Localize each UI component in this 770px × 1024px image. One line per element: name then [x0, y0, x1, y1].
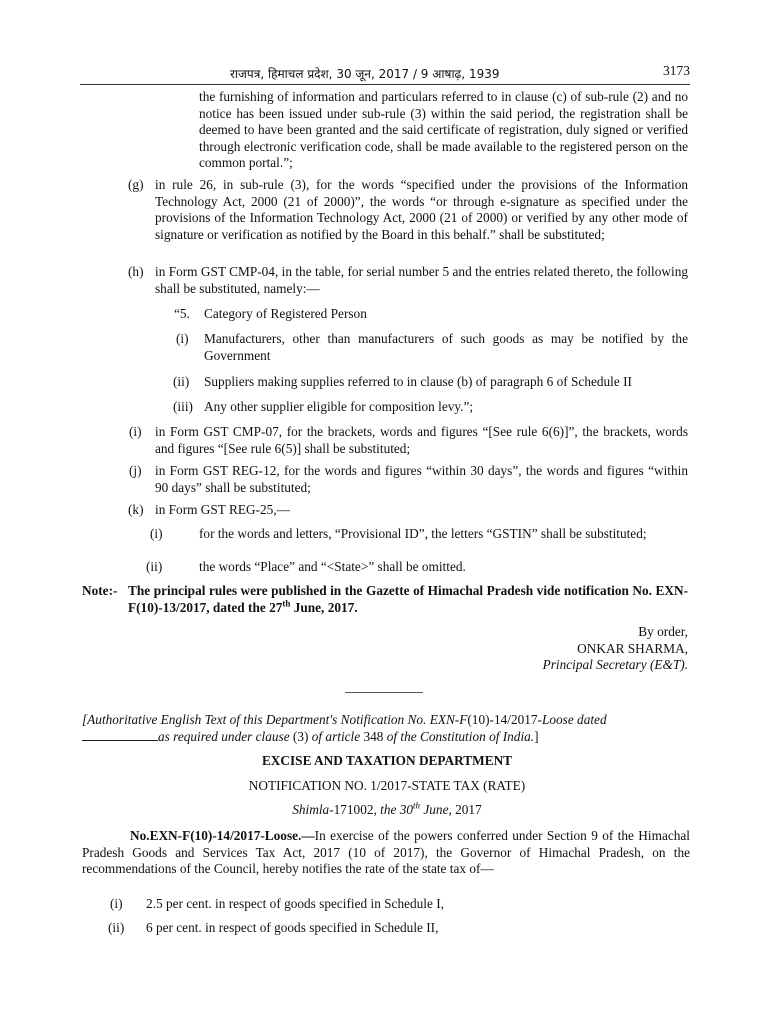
- item-g-text: in rule 26, in sub-rule (3), for the words “specified under the provisions of the Information Technology Act, 2000 (21 of 2000)”, the words “or through e-signature as specified under the provisions of the Information Technology Act, 2000 (21 of 2000) or verified by any other mode of signature or verification as notified by the Board in this behalf.” shall be substituted;: [155, 177, 688, 242]
- reg25-i-text: for the words and letters, “Provisional ID”, the letters “GSTIN” shall be substituted;: [199, 526, 647, 541]
- body-paragraph: No.EXN-F(10)-14/2017-Loose.—In exercise of the powers conferred under Section 9 of the Himachal Pradesh Goods and Services Tax Act, 2017 (10 of 2017), the Governor of Himachal Pradesh, on the recommendations of the Council, hereby notifies the rate of the state tax of—: [82, 828, 690, 876]
- rate-ii-label: (ii): [108, 920, 125, 935]
- category-ii-text: Suppliers making supplies referred to in clause (b) of paragraph 6 of Schedule II: [204, 374, 632, 389]
- item-g-label: (g): [128, 177, 144, 192]
- item-j-text: in Form GST REG-12, for the words and figures “within 30 days”, the words and figures “within 90 days” shall be substituted;: [155, 463, 688, 495]
- note-label: Note:-: [82, 583, 118, 598]
- rate-i-text: 2.5 per cent. in respect of goods specified in Schedule I,: [146, 896, 444, 911]
- category-iii-label: (iii): [173, 399, 193, 414]
- gazette-title: राजपत्र, हिमाचल प्रदेश, 30 जून, 2017 / 9 आषाढ़, 1939: [230, 67, 500, 81]
- category-iii-text: Any other supplier eligible for composition levy.”;: [204, 399, 474, 414]
- reg25-ii-text: the words “Place” and “<State>” shall be omitted.: [199, 559, 466, 574]
- category-i-label: (i): [176, 331, 189, 346]
- item-k-text: in Form GST REG-25,—: [155, 502, 290, 517]
- item-h-text: in Form GST CMP-04, in the table, for serial number 5 and the entries related thereto, the following shall be substituted, namely:—: [155, 264, 688, 296]
- category-ii-label: (ii): [173, 374, 190, 389]
- date-blank: [82, 729, 158, 741]
- note-text: The principal rules were published in the Gazette of Himachal Pradesh vide notification No. EXN-F(10)-13/2017, dated the 27th June, 2017.: [128, 583, 688, 615]
- serial-5-label: “5.: [174, 306, 190, 321]
- reg25-i-label: (i): [150, 526, 163, 541]
- rate-i-label: (i): [110, 896, 123, 911]
- notification-number: NOTIFICATION NO. 1/2017-STATE TAX (RATE): [248, 778, 526, 793]
- item-i-text: in Form GST CMP-07, for the brackets, words and figures “[See rule 6(6)]”, the brackets, words and figures “[See rule 6(5)] shall be substituted;: [155, 424, 688, 456]
- authoritative-text-note: [Authoritative English Text of this Department's Notification No. EXN-F(10)-14/2017-Loose dated as required under clause (3) of article 348 of the Constitution of India.]: [82, 712, 607, 744]
- place-date: Shimla-171002, the 30th June, 2017: [292, 800, 482, 817]
- item-h-label: (h): [128, 264, 144, 279]
- item-i-label: (i): [129, 424, 142, 439]
- page-header: [80, 62, 690, 85]
- rate-ii-text: 6 per cent. in respect of goods specified in Schedule II,: [146, 920, 439, 935]
- reg25-ii-label: (ii): [146, 559, 163, 574]
- serial-5-text: Category of Registered Person: [204, 306, 367, 321]
- by-order: By order,: [638, 624, 688, 639]
- continuation-paragraph: the furnishing of information and particulars referred to in clause (c) of sub-rule (2) and no notice has been issued under sub-rule (3) within the said period, the registration shall be deemed to have been granted and the said certificate of registration, duly signed or verified through electronic verification code, shall be made available to the registered person on the common portal.”;: [199, 89, 688, 170]
- signatory-designation: Principal Secretary (E&T).: [542, 657, 688, 672]
- section-divider: [345, 692, 423, 693]
- category-i-text: Manufacturers, other than manufacturers of such goods as may be notified by the Government: [204, 331, 688, 363]
- page-number: 3173: [663, 63, 690, 78]
- item-k-label: (k): [128, 502, 144, 517]
- department-heading: EXCISE AND TAXATION DEPARTMENT: [261, 753, 513, 768]
- item-j-label: (j): [129, 463, 142, 478]
- signatory-name: ONKAR SHARMA,: [577, 641, 688, 656]
